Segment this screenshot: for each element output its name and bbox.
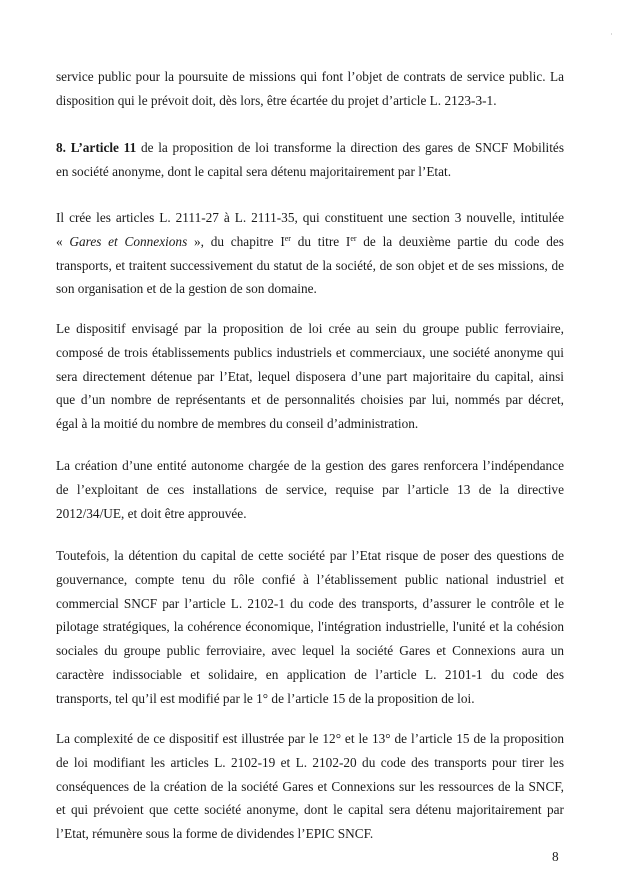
- text-line: service public pour la poursuite de missions qui font l’objet de contrats de service public. La: [56, 69, 564, 84]
- text-line: sociales du groupe public ferroviaire, avec lequel la société Gares et Connexions aura un: [56, 643, 564, 659]
- text-line: et qui prévoient que cette société anonyme, dont le capital sera détenu majoritairement par: [56, 802, 564, 818]
- text-segment: de la proposition de loi transforme la direction des gares de SNCF Mobilités: [136, 140, 564, 155]
- text-line: égal à la moitié du nombre de membres du conseil d’administration.: [56, 416, 419, 432]
- section-title-italic: Gares et Connexions: [69, 233, 188, 249]
- close-quote: »: [187, 233, 201, 249]
- text-line: La création d’une entité autonome chargée de la gestion des gares renforcera l’indépendance: [56, 458, 564, 473]
- scan-speck: [611, 33, 612, 35]
- text-line: conséquences de la création de la société Gares et Connexions sur les ressources de la SNCF,: [56, 778, 564, 794]
- text-line: Toutefois, la détention du capital de cette société par l’Etat risque de poser des questions de: [56, 548, 564, 563]
- text-line: sera directement détenue par l’Etat, lequel disposera d’une part majoritaire du capital, ainsi: [56, 368, 564, 384]
- article-heading: 8. L’article 11: [56, 140, 137, 155]
- text-line: La complexité de ce dispositif est illustrée par le 12° et le 13° de l’article 15 de la proposition: [56, 731, 564, 746]
- text-line: transports, et traitent successivement du statut de la société, de son objet et de ses missions, de: [56, 257, 564, 273]
- text-line: pilotage stratégiques, la cohérence économique, l'intégration industrielle, l'unité et la cohésion: [56, 619, 564, 635]
- text-segment: , du chapitre I: [200, 233, 285, 249]
- open-quote: «: [56, 233, 70, 249]
- text-line: [56, 136, 564, 160]
- text-line: composé de trois établissements publics industriels et commerciaux, une société anonyme qui: [56, 344, 564, 360]
- text-line: Le dispositif envisagé par la proposition de loi crée au sein du groupe public ferroviaire,: [56, 321, 564, 336]
- text-segment: de la deuxième partie du code des: [356, 233, 564, 249]
- paragraph-4: [56, 317, 564, 436]
- paragraph-7: [56, 727, 564, 846]
- text-line: 2012/34/UE, et doit être approuvée.: [56, 505, 247, 521]
- text-line: commercial SNCF par l’article L. 2102-1 du code des transports, d’assurer le contrôle et le: [56, 595, 564, 611]
- text-line: son organisation et de la gestion de son domaine.: [56, 281, 317, 297]
- text-line: que d’un nombre de représentants et de personnalités choisies par lui, nommés par décret,: [56, 392, 564, 408]
- superscript: er: [284, 233, 291, 243]
- text-line: de loi modifiant les articles L. 2102-19 et L. 2102-20 du code des transports pour tirer les: [56, 754, 564, 770]
- text-line: Il crée les articles L. 2111-27 à L. 2111-35, qui constituent une section 3 nouvelle, intitulée: [56, 210, 564, 225]
- paragraph-5: [56, 454, 564, 525]
- text-line: transports, tel qu’il est modifié par le 1° de l’article 15 de la proposition de loi.: [56, 690, 475, 706]
- paragraph-6: [56, 544, 564, 711]
- text-segment: du titre I: [290, 233, 351, 249]
- paragraph-1: [56, 65, 564, 113]
- paragraph-2: [56, 136, 564, 184]
- text-line: gouvernance, compte tenu du rôle confié à l’établissement public national industriel et: [56, 571, 564, 587]
- text-line: l’Etat, rémunère sous la forme de dividendes l’EPIC SNCF.: [56, 826, 374, 842]
- text-line: de l’exploitant de ces installations de service, requise par l’article 13 de la directive: [56, 481, 564, 497]
- text-line: caractère indissociable et solidaire, en application de l’article L. 2101-1 du code des: [56, 666, 564, 682]
- superscript: er: [350, 233, 357, 243]
- paragraph-3: [56, 206, 564, 301]
- text-line: [56, 230, 564, 254]
- page-number: 8: [552, 849, 559, 864]
- text-line: disposition qui le prévoit doit, dès lors, être écartée du projet d’article L. 2123-3-1.: [56, 92, 497, 108]
- text-line: en société anonyme, dont le capital sera détenu majoritairement par l’Etat.: [56, 163, 452, 179]
